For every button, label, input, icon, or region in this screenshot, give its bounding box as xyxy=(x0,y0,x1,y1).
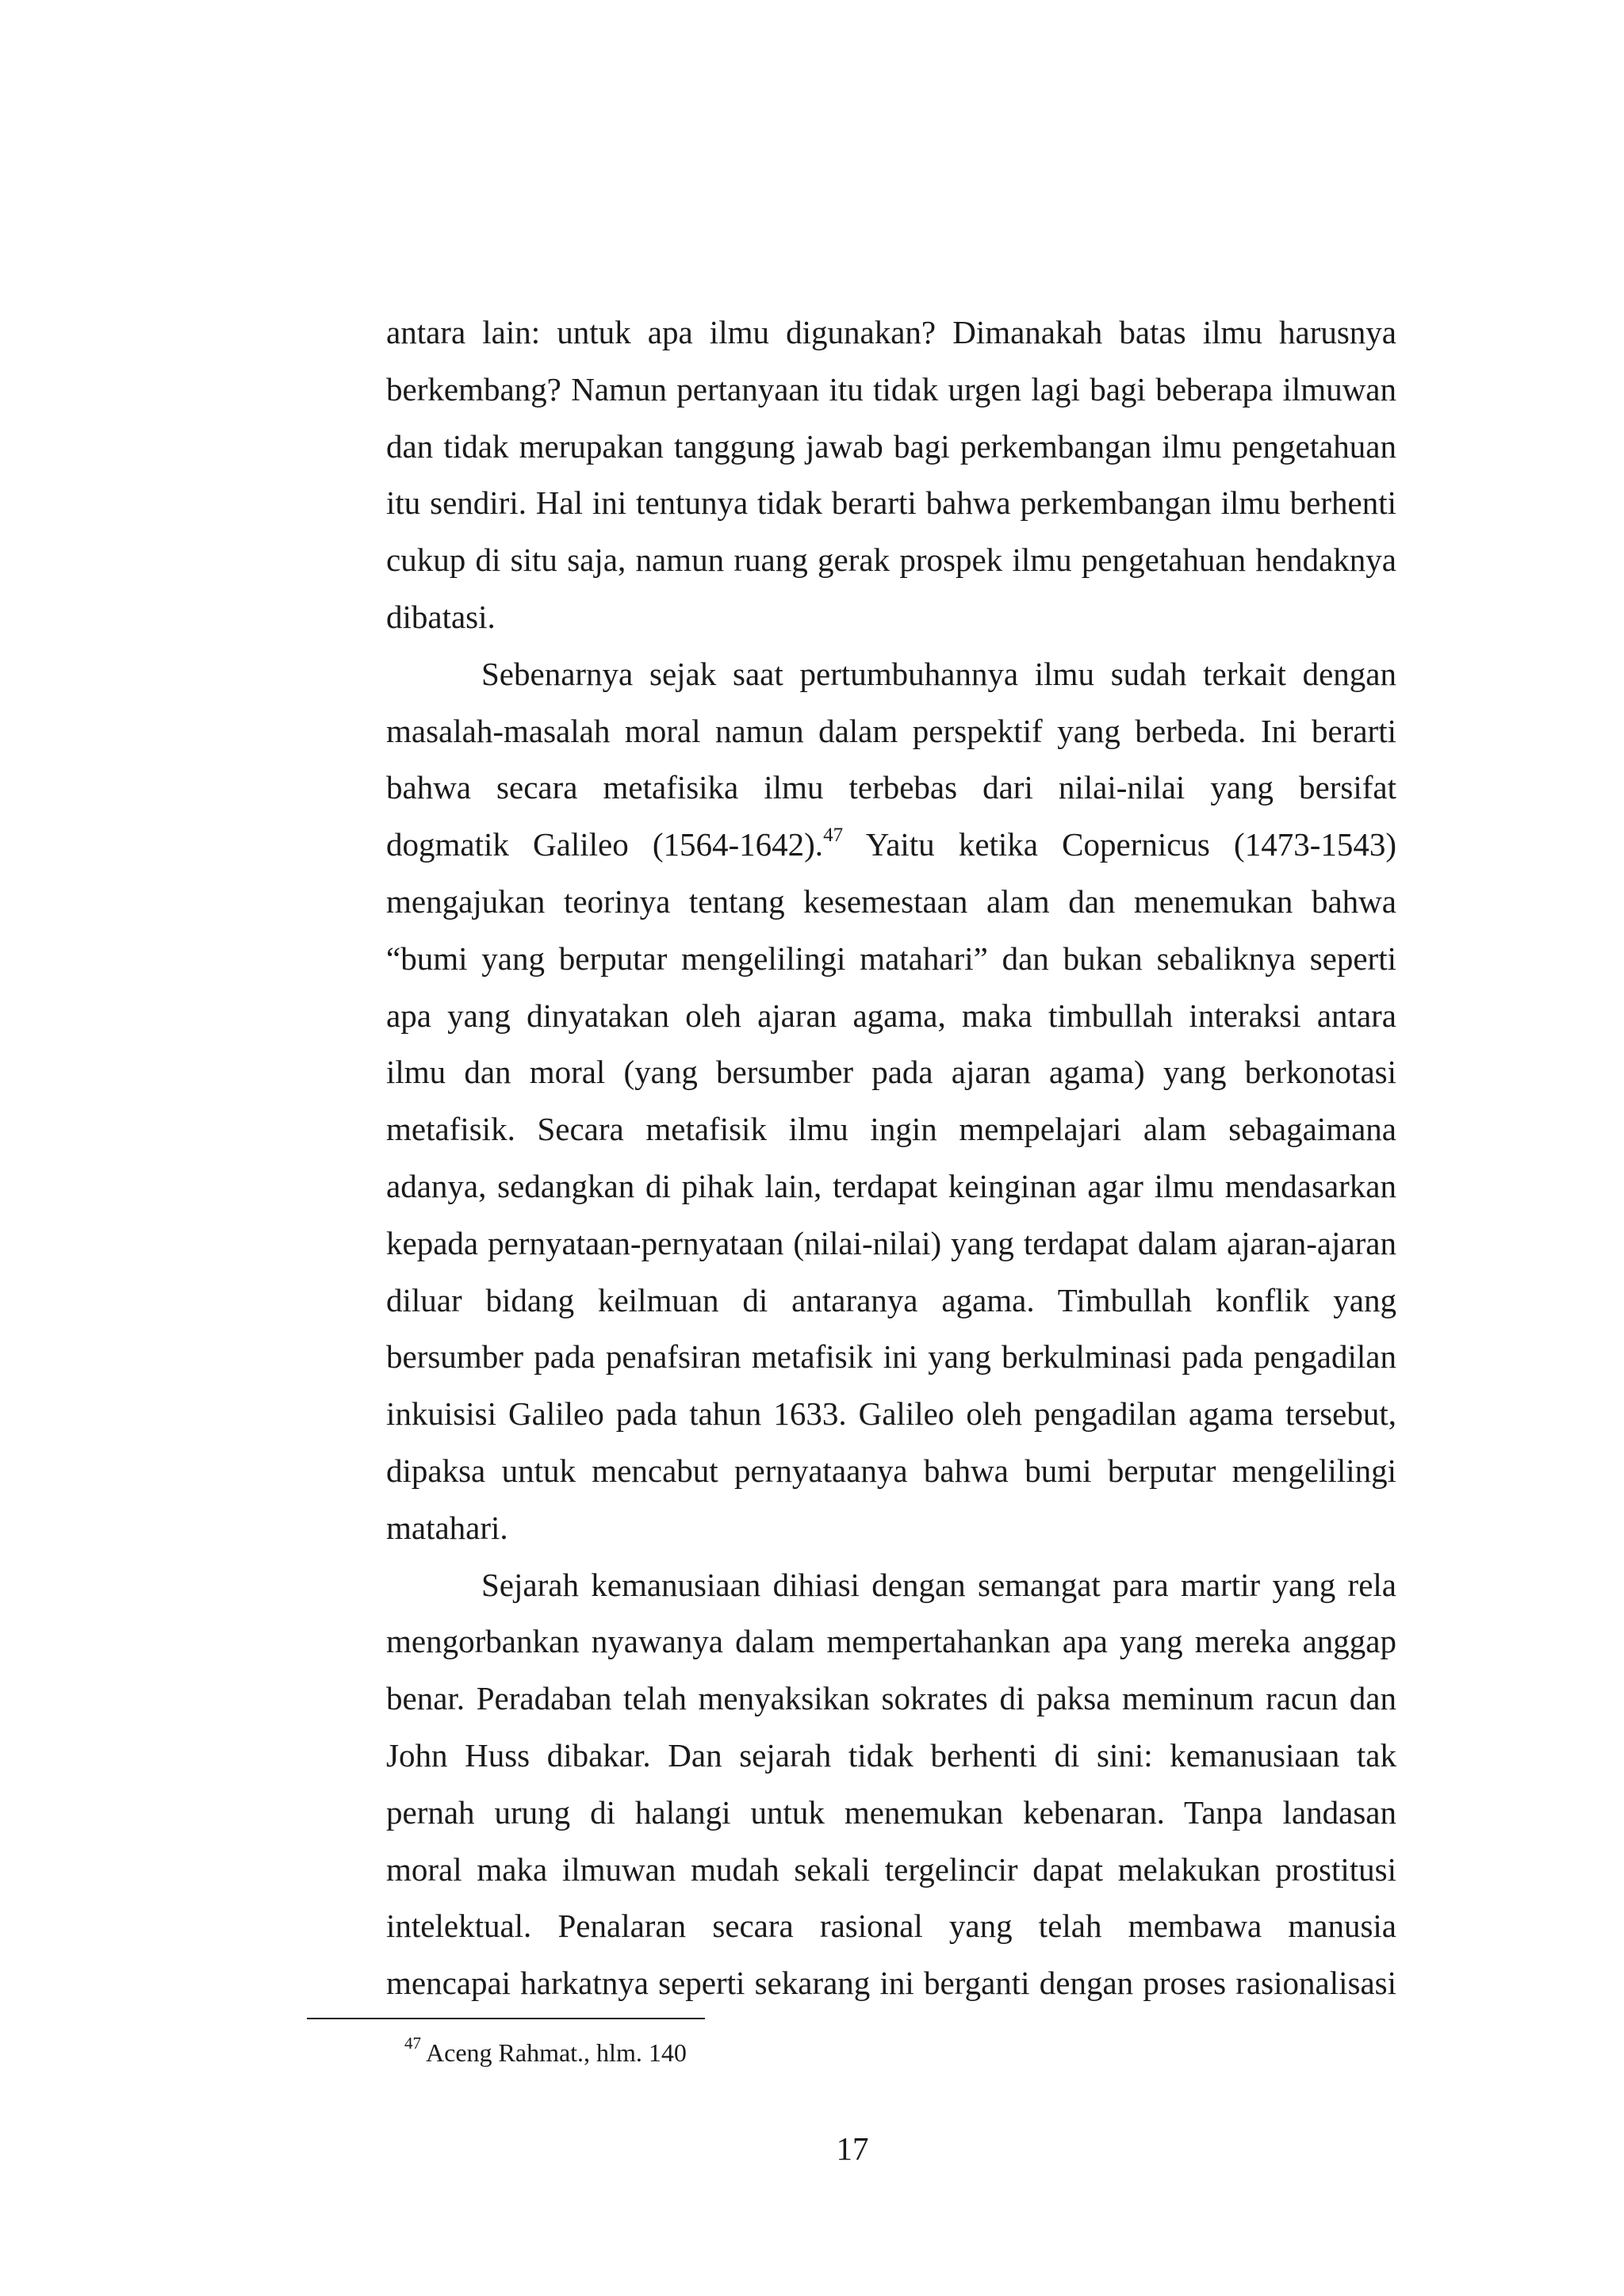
text-line: apa yang dinyatakan oleh ajaran agama, maka timbullah interaksi antara xyxy=(386,997,1396,1034)
text-line: adanya, sedangkan di pihak lain, terdapat keinginan agar ilmu mendasarkan xyxy=(386,1167,1396,1204)
text-line: inkuisisi Galileo pada tahun 1633. Galileo oleh pengadilan agama tersebut, xyxy=(386,1395,1396,1433)
text-line: mencapai harkatnya seperti sekarang ini berganti dengan proses rasionalisasi xyxy=(386,1965,1396,2002)
text-line: benar. Peradaban telah menyaksikan sokrates di paksa meminum racun dan xyxy=(386,1680,1396,1717)
text-line: mengorbankan nyawanya dalam mempertahankan apa yang mereka anggap xyxy=(386,1623,1396,1660)
text-line: bahwa secara metafisika ilmu terbebas dari nilai-nilai yang bersifat xyxy=(386,769,1396,806)
text-line: dibatasi. xyxy=(386,598,496,635)
footnote-number: 47 xyxy=(404,2034,421,2053)
text-line: mengajukan teorinya tentang kesemestaan alam dan menemukan bahwa xyxy=(386,882,1396,920)
text-line: kepada pernyataan-pernyataan (nilai-nilai) yang terdapat dalam ajaran-ajaran xyxy=(386,1224,1396,1261)
text-segment: Yaitu ketika Copernicus (1473-1543) xyxy=(843,826,1396,863)
footnote-reference: 47 xyxy=(823,824,844,846)
text-line: itu sendiri. Hal ini tentunya tidak berarti bahwa perkembangan ilmu berhenti xyxy=(386,484,1396,522)
text-line-with-footnote-ref xyxy=(386,817,1396,874)
text-line: berkembang? Namun pertanyaan itu tidak urgen lagi bagi beberapa ilmuwan xyxy=(386,370,1396,408)
text-line: Sebenarnya sejak saat pertumbuhannya ilmu sudah terkait dengan xyxy=(481,655,1396,692)
text-line: Sejarah kemanusiaan dihiasi dengan semangat para martir yang rela xyxy=(481,1566,1396,1603)
text-line: pernah urung di halangi untuk menemukan kebenaran. Tanpa landasan xyxy=(386,1793,1396,1831)
text-line: antara lain: untuk apa ilmu digunakan? Dimanakah batas ilmu harusnya xyxy=(386,314,1396,350)
footnote-text: Aceng Rahmat., hlm. 140 xyxy=(426,2038,687,2067)
text-line: John Huss dibakar. Dan sejarah tidak berhenti di sini: kemanusiaan tak xyxy=(386,1736,1396,1774)
body-text xyxy=(386,304,1396,2012)
text-line: “bumi yang berputar mengelilingi matahari” dan bukan sebaliknya seperti xyxy=(386,939,1396,977)
footnote-separator xyxy=(307,2018,705,2019)
text-line: cukup di situ saja, namun ruang gerak prospek ilmu pengetahuan hendaknya xyxy=(386,541,1396,579)
page-number: 17 xyxy=(836,2130,869,2167)
footnote xyxy=(404,2034,687,2068)
text-line: ilmu dan moral (yang bersumber pada ajaran agama) yang berkonotasi xyxy=(386,1054,1396,1091)
text-line: matahari. xyxy=(386,1509,508,1546)
text-line: dan tidak merupakan tanggung jawab bagi perkembangan ilmu pengetahuan xyxy=(386,427,1396,465)
text-line: masalah-masalah moral namun dalam perspektif yang berbeda. Ini berarti xyxy=(386,712,1396,749)
text-line: bersumber pada penafsiran metafisik ini yang berkulminasi pada pengadilan xyxy=(386,1338,1396,1376)
text-line: intelektual. Penalaran secara rasional yang telah membawa manusia xyxy=(386,1908,1396,1945)
text-segment: dogmatik Galileo (1564-1642). xyxy=(386,826,824,863)
text-line: moral maka ilmuwan mudah sekali tergelincir dapat melakukan prostitusi xyxy=(386,1850,1396,1888)
text-line: dipaksa untuk mencabut pernyataanya bahwa bumi berputar mengelilingi xyxy=(386,1452,1396,1489)
text-line: metafisik. Secara metafisik ilmu ingin mempelajari alam sebagaimana xyxy=(386,1111,1396,1148)
text-line: diluar bidang keilmuan di antaranya agama. Timbullah konflik yang xyxy=(386,1281,1396,1318)
